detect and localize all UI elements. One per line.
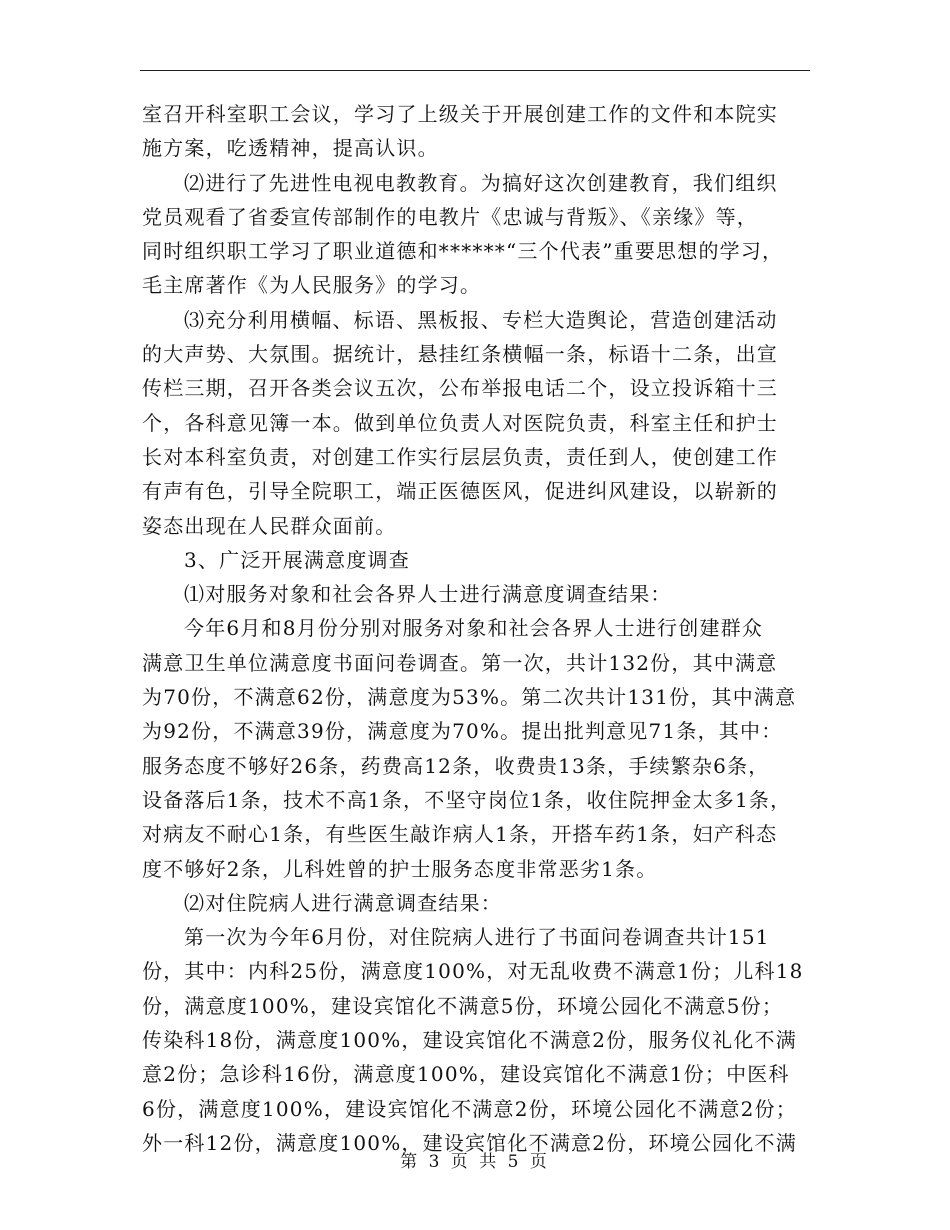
page-number-footer: 第 3 页 共 5 页 xyxy=(400,1152,550,1172)
body-line-4: 党员观看了省委宣传部制作的电教片《忠诚与背叛》、《亲缘》等， xyxy=(142,204,758,229)
body-line-2: 施方案，吃透精神，提高认识。 xyxy=(142,136,439,161)
body-line-19: 为92份，不满意39份，满意度为70%。提出批判意见71条，其中： xyxy=(142,719,783,744)
header-rule xyxy=(140,70,810,71)
body-line-25: 第一次为今年6月份，对住院病人进行了书面问卷调查共计151 xyxy=(184,925,770,950)
body-line-7: ⑶充分利用横幅、标语、黑板报、专栏大造舆论，营造创建活动 xyxy=(184,307,778,332)
body-line-27: 份，满意度100%，建设宾馆化不满意5份，环境公园化不满意5份； xyxy=(142,993,784,1018)
body-line-18: 为70份，不满意62份，满意度为53%。第二次共计131份，其中满意 xyxy=(142,685,797,710)
body-line-17: 满意卫生单位满意度书面问卷调查。第一次，共计132份，其中满意 xyxy=(142,650,778,675)
body-line-16: 今年6月和8月份分别对服务对象和社会各界人士进行创建群众 xyxy=(184,616,764,641)
body-line-11: 长对本科室负责，对创建工作实行层层负责，责任到人，使创建工作 xyxy=(142,444,778,469)
body-line-9: 传栏三期，召开各类会议五次，公布举报电话二个，设立投诉箱十三 xyxy=(142,376,778,401)
body-line-26: 份，其中：内科25份，满意度100%，对无乱收费不满意1份；儿科18 xyxy=(142,959,804,984)
body-line-3: ⑵进行了先进性电视电教教育。为搞好这次创建教育，我们组织 xyxy=(184,170,778,195)
subsection-heading-2: ⑵对住院病人进行满意调查结果： xyxy=(184,890,502,915)
document-body xyxy=(142,97,832,1160)
body-line-10: 个，各科意见簿一本。做到单位负责人对医院负责，科室主任和护士 xyxy=(142,410,778,435)
body-line-31: 外一科12份，满意度100%，建设宾馆化不满意2份，环境公园化不满 xyxy=(142,1130,797,1155)
section-heading: 3、广泛开展满意度调查 xyxy=(184,547,410,572)
body-line-20: 服务态度不够好26条，药费高12条，收费贵13条，手续繁杂6条， xyxy=(142,753,770,778)
body-line-5: 同时组织职工学习了职业道德和******“三个代表”重要思想的学习， xyxy=(142,239,784,264)
body-line-29: 意2份；急诊科16份，满意度100%，建设宾馆化不满意1份；中医科 xyxy=(142,1062,790,1087)
body-line-1: 室召开科室职工会议，学习了上级关于开展创建工作的文件和本院实 xyxy=(142,102,778,126)
body-line-21: 设备落后1条，技术不高1条，不坚守岗位1条，收住院押金太多1条， xyxy=(142,787,792,812)
subsection-heading-1: ⑴对服务对象和社会各界人士进行满意度调查结果： xyxy=(184,582,672,607)
body-line-6: 毛主席著作《为人民服务》的学习。 xyxy=(142,273,482,298)
body-line-13: 姿态出现在人民群众面前。 xyxy=(142,513,397,538)
body-line-30: 6份，满意度100%，建设宾馆化不满意2份，环境公园化不满意2份； xyxy=(142,1096,797,1121)
body-line-22: 对病友不耐心1条，有些医生敲诈病人1条，开搭车药1条，妇产科态 xyxy=(142,822,778,847)
body-line-28: 传染科18份，满意度100%，建设宾馆化不满意2份，服务仪礼化不满 xyxy=(142,1028,797,1053)
body-line-23: 度不够好2条，儿科姓曾的护士服务态度非常恶劣1条。 xyxy=(142,856,658,881)
body-line-12: 有声有色，引导全院职工，端正医德医风，促进纠风建设，以崭新的 xyxy=(142,479,778,504)
body-line-8: 的大声势、大氛围。据统计，悬挂红条横幅一条，标语十二条，出宣 xyxy=(142,342,778,367)
